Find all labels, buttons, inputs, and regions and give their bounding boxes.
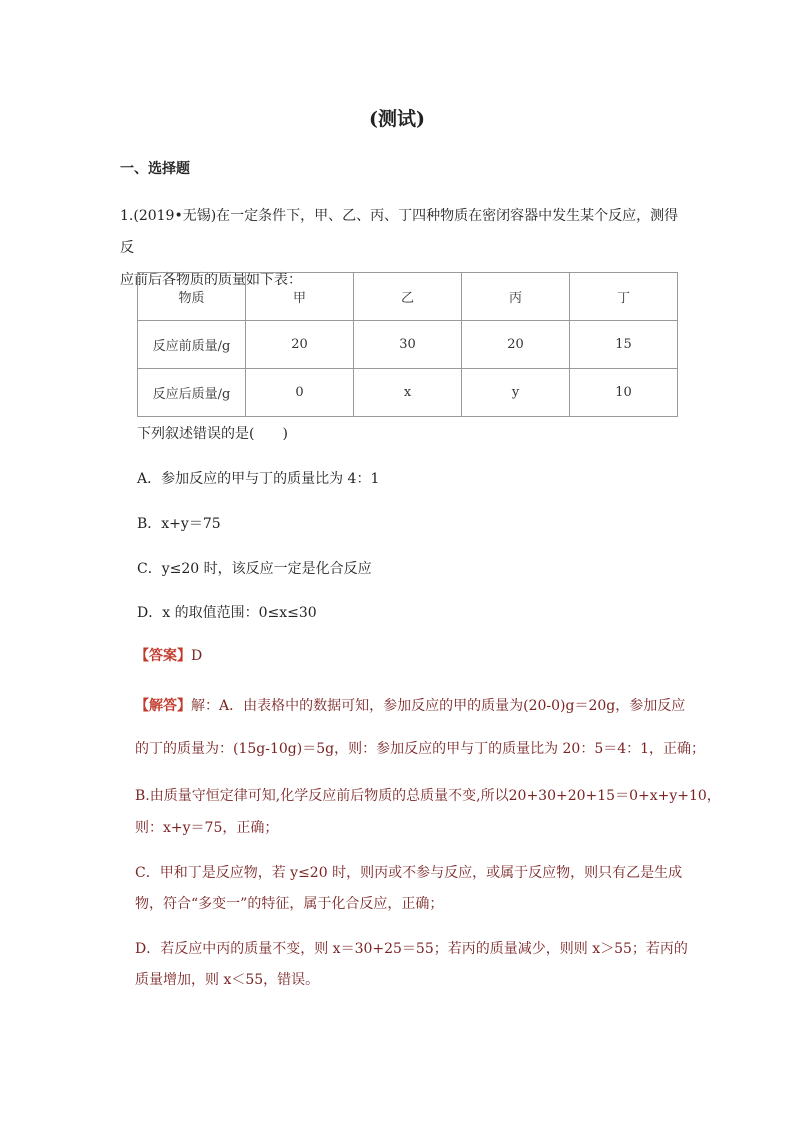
table-header-row xyxy=(138,273,678,321)
question-prompt: 下列叙述错误的是( ) xyxy=(137,426,288,442)
table-cell: 20 xyxy=(462,321,570,369)
explanation-line-4: 则：x+y＝75，正确； xyxy=(135,820,279,836)
table-cell: 30 xyxy=(354,321,462,369)
table-row xyxy=(138,321,678,369)
option-b: B．x+y＝75 xyxy=(137,516,221,532)
explanation-line-8: 质量增加，则 x＜55，错误。 xyxy=(135,972,320,988)
explanation-label: 【解答】 xyxy=(135,698,191,714)
section-heading: 一、选择题 xyxy=(120,161,190,177)
table-header-cell: 乙 xyxy=(354,273,462,321)
table-cell: 反应前质量/g xyxy=(138,321,246,369)
option-a: A．参加反应的甲与丁的质量比为 4：1 xyxy=(137,471,380,487)
option-d: D．x 的取值范围：0≤x≤30 xyxy=(137,605,317,621)
table-cell: x xyxy=(354,369,462,417)
question-line-2: 应前后各物质的质量如下表： xyxy=(120,272,302,288)
explanation-text: 解：A．由表格中的数据可知，参加反应的甲的质量为(20-0)g＝20g，参加反应 xyxy=(191,698,686,714)
table-cell: 20 xyxy=(246,321,354,369)
explanation-line-7: D．若反应中丙的质量不变，则 x＝30+25＝55；若丙的质量减少，则则 x＞55；若丙的 xyxy=(135,941,688,957)
table-cell: y xyxy=(462,369,570,417)
explanation-line-2: 的丁的质量为：(15g-10g)＝5g，则：参加反应的甲与丁的质量比为 20：5＝4：1，正确； xyxy=(135,741,706,757)
answer-label: 【答案】 xyxy=(135,648,191,664)
answer-line xyxy=(135,645,202,665)
explanation-line-6: 物，符合“多变一”的特征，属于化合反应，正确； xyxy=(135,896,444,912)
table-header-cell: 丙 xyxy=(462,273,570,321)
page-title: (测试) xyxy=(369,108,425,130)
table-cell: 0 xyxy=(246,369,354,417)
question-line-1: 1.(2019•无锡)在一定条件下，甲、乙、丙、丁四种物质在密闭容器中发生某个反应，测得反 xyxy=(120,208,679,256)
mass-table xyxy=(137,272,678,417)
table-header-cell: 甲 xyxy=(246,273,354,321)
table-cell: 反应后质量/g xyxy=(138,369,246,417)
table-cell: 10 xyxy=(570,369,678,417)
table-header-cell: 丁 xyxy=(570,273,678,321)
table-header-cell: 物质 xyxy=(138,273,246,321)
answer-value: D xyxy=(191,648,203,664)
option-c: C．y≤20 时，该反应一定是化合反应 xyxy=(137,561,372,577)
table-row xyxy=(138,369,678,417)
explanation-line-1 xyxy=(135,698,685,714)
explanation-line-5: C．甲和丁是反应物，若 y≤20 时，则丙或不参与反应，或属于反应物，则只有乙是生成 xyxy=(135,865,683,881)
explanation-line-3: B.由质量守恒定律可知,化学反应前后物质的总质量不变,所以20+30+20+15＝0+x+y+10， xyxy=(135,788,721,804)
table-cell: 15 xyxy=(570,321,678,369)
